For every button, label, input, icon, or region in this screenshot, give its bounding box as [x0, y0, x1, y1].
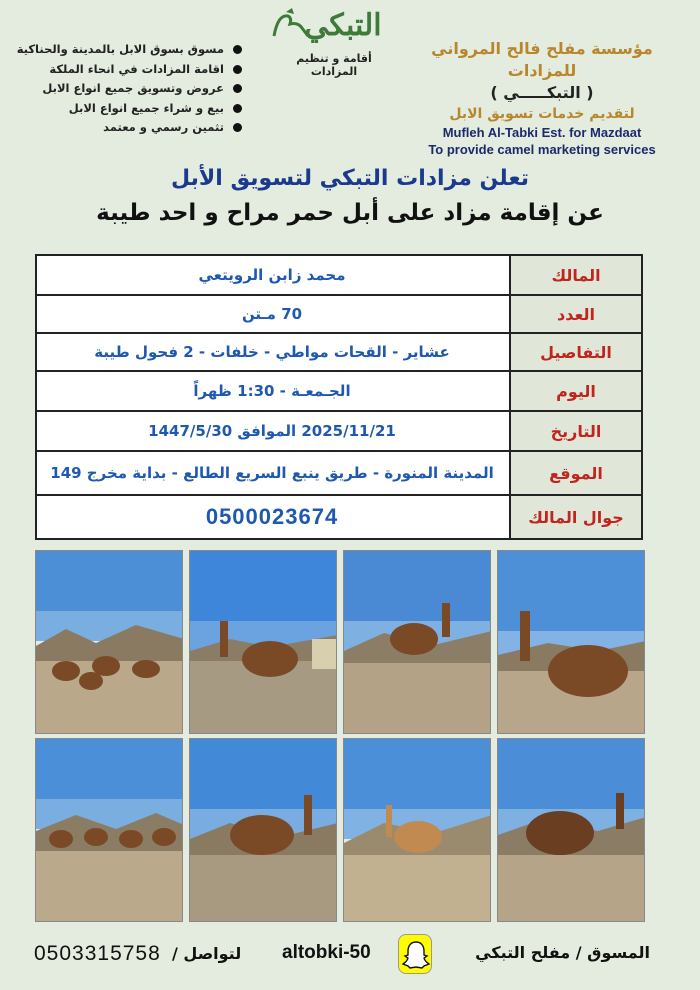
service-item: مسوق بسوق الابل بالمدينة والحناكية	[10, 40, 242, 60]
contact-phone[interactable]: 0503315758	[34, 942, 161, 965]
snapchat-handle[interactable]: altobki-50	[282, 942, 371, 963]
camel-photo	[189, 738, 337, 922]
row-value: 0500023674	[205, 504, 339, 529]
service-item: عروض وتسويق جميع انواع الابل	[10, 79, 242, 99]
service-item: اقامة المزادات في انحاء الملكة	[10, 60, 242, 80]
table-row-day	[37, 372, 641, 412]
row-value: 2025/11/21 الموافق 1447/5/30	[148, 422, 396, 440]
marketer-name: المسوق / مفلح التبكي	[475, 943, 650, 962]
auction-details-table	[35, 254, 643, 540]
camel-photo	[35, 738, 183, 922]
est-name-ar: مؤسسة مفلح فالح المرواني للمزادات	[431, 39, 653, 80]
bullet-icon	[233, 123, 242, 132]
table-row-owner	[37, 256, 641, 296]
camel-pair-photo	[498, 739, 645, 922]
est-tagline-en: To provide camel marketing services	[428, 142, 656, 157]
service-item: تثمين رسمي و معتمد	[10, 118, 242, 138]
table-row-details	[37, 334, 641, 372]
row-label: اليوم	[509, 372, 641, 410]
row-value: 70 مـتن	[241, 305, 303, 323]
camel-photo	[497, 550, 645, 734]
row-label: التاريخ	[509, 412, 641, 450]
logo-subtitle: أقامة و تنظيم المزادات	[296, 52, 372, 78]
table-row-count	[37, 296, 641, 334]
bullet-icon	[233, 45, 242, 54]
est-tagline-ar: لتقديم خدمات تسويق الابل	[449, 106, 635, 122]
camel-photo	[497, 738, 645, 922]
camel-standing-photo	[190, 739, 337, 922]
row-label: المالك	[509, 256, 641, 294]
service-item: بيع و شراء جميع انواع الابل	[10, 99, 242, 119]
row-label: الموقع	[509, 452, 641, 494]
camel-single-photo	[344, 739, 491, 922]
table-row-date	[37, 412, 641, 452]
camel-herd-photo	[36, 551, 183, 734]
camel-photo	[35, 550, 183, 734]
est-brand-ar: ( التبكـــــي )	[490, 83, 594, 102]
row-value: محمد زابن الرويتعي	[198, 266, 346, 284]
row-label: العدد	[509, 296, 641, 332]
camel-pair-photo	[344, 551, 491, 734]
bullet-icon	[233, 84, 242, 93]
row-value: الجـمعـة - 1:30 ظهراً	[193, 382, 351, 400]
header	[0, 0, 700, 160]
camel-photo	[343, 738, 491, 922]
auction-subtitle: عن إقامة مزاد على أبل حمر مراح و احد طيبة	[96, 200, 604, 226]
footer	[0, 930, 700, 980]
camel-closeup-photo	[498, 551, 645, 734]
camel-photo	[343, 550, 491, 734]
row-label: التفاصيل	[509, 334, 641, 370]
snapchat-icon	[398, 934, 432, 974]
row-value: عشاير - القحات مواطي - خلفات - 2 فحول طيبة	[94, 343, 450, 361]
logo-word: التبكي	[304, 8, 382, 43]
contact-label: لتواصل /	[172, 944, 242, 963]
announcement-title: تعلن مزادات التبكي لتسويق الأبل	[170, 166, 530, 191]
row-value: المدينة المنورة - طريق ينبع السريع الطالع - بداية مخرج 149	[50, 464, 494, 482]
camel-photo	[189, 550, 337, 734]
services-list	[10, 40, 242, 138]
table-row-phone	[37, 496, 641, 538]
establishment-info	[412, 38, 672, 158]
camel-herd-photo	[36, 739, 183, 922]
table-row-location	[37, 452, 641, 496]
row-label: جوال المالك	[509, 496, 641, 538]
bullet-icon	[233, 104, 242, 113]
est-name-en: Mufleh Al-Tabki Est. for Mazdaat	[442, 125, 642, 140]
logo	[268, 6, 388, 78]
bullet-icon	[233, 65, 242, 74]
camel-standing-photo	[190, 551, 337, 734]
